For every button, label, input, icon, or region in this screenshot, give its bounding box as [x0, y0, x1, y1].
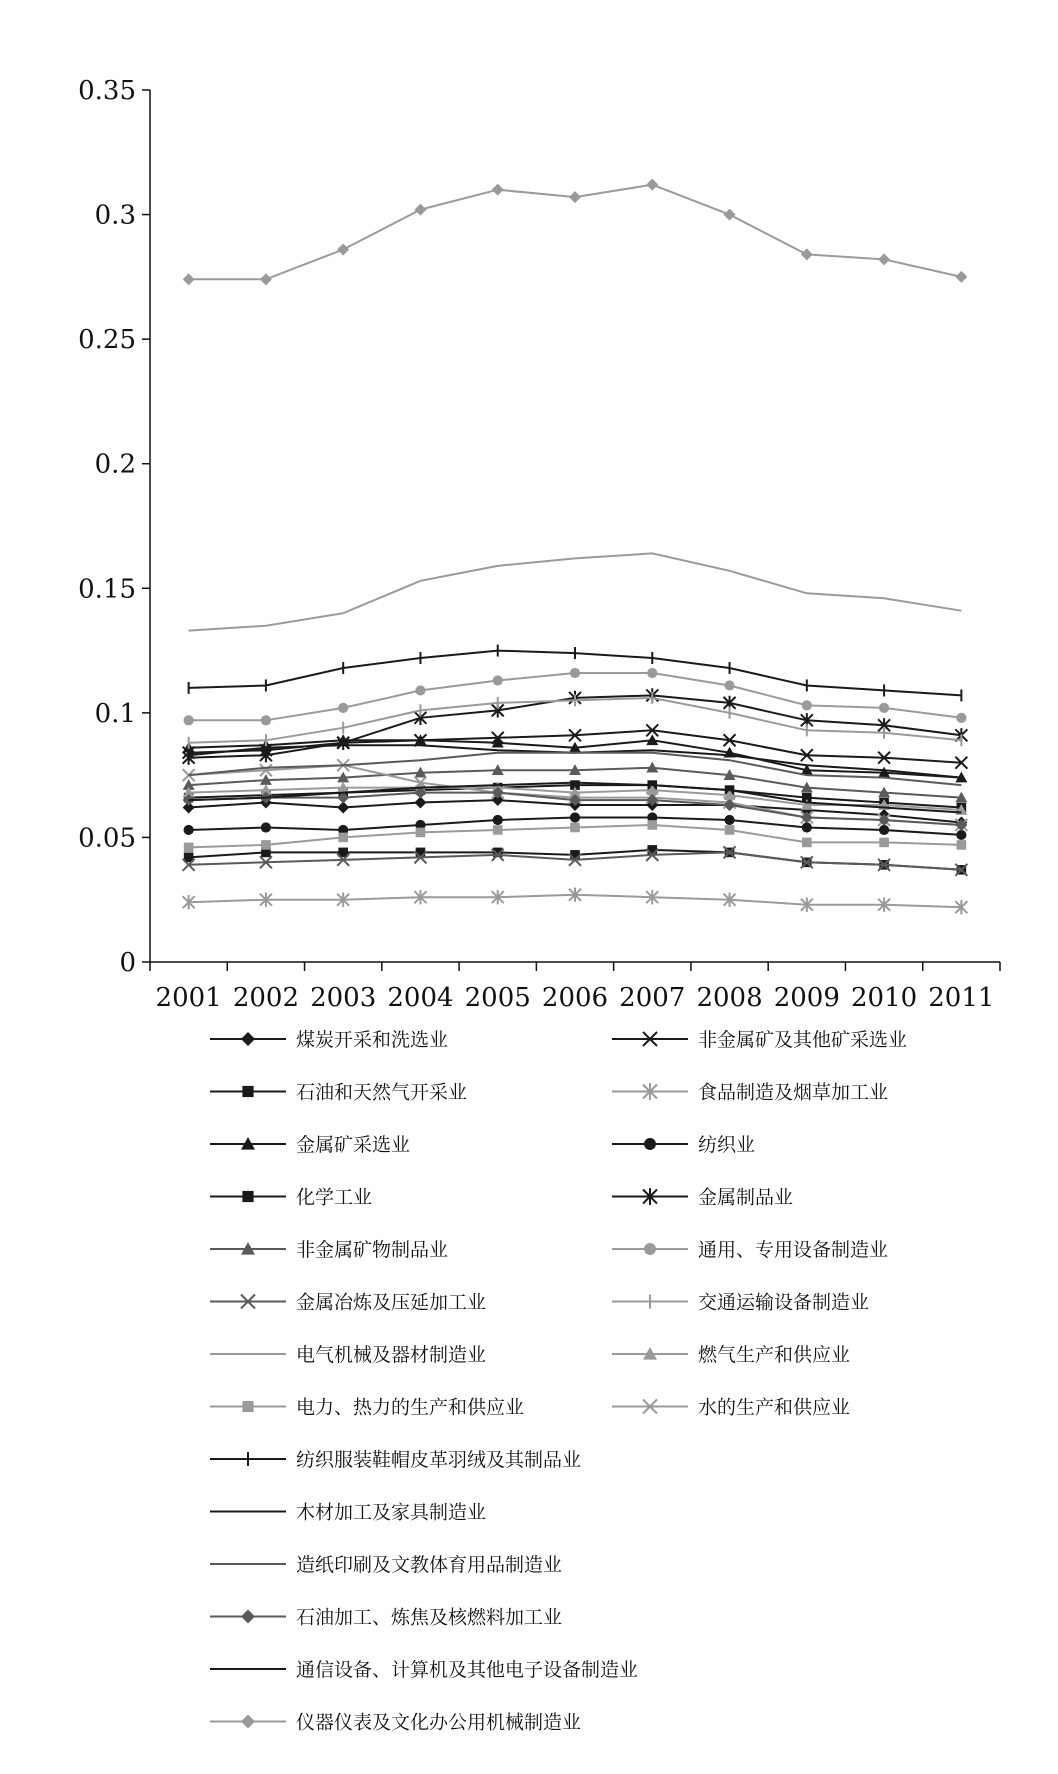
x-tick-label: 2010 [851, 983, 918, 1013]
x-tick-label: 2011 [928, 983, 995, 1013]
legend-item [612, 1187, 793, 1209]
data-point [414, 204, 426, 216]
series-14 [184, 820, 966, 852]
legend-item [210, 1344, 486, 1366]
legend-label: 食品制造及烟草加工业 [698, 1081, 889, 1104]
legend-marker [644, 1138, 656, 1150]
data-point [956, 830, 966, 840]
y-tick-label: 0.35 [78, 76, 136, 106]
x-tick-label: 2002 [232, 983, 299, 1013]
legend-item [612, 1344, 850, 1366]
legend-label: 水的生产和供应业 [698, 1396, 851, 1419]
legend-label: 非金属矿及其他矿采选业 [698, 1029, 908, 1051]
legend-label: 纺织业 [698, 1134, 756, 1156]
x-tick-label: 2003 [310, 983, 377, 1013]
x-tick-label: 2001 [155, 983, 222, 1013]
legend-item [210, 1607, 562, 1629]
data-point [570, 823, 580, 833]
data-point [569, 191, 581, 203]
data-point [647, 820, 657, 830]
legend-item [210, 1449, 581, 1471]
series-lines [183, 179, 968, 915]
data-point [724, 799, 736, 811]
legend-item [210, 1292, 486, 1314]
data-point [184, 825, 194, 835]
data-point [570, 812, 580, 822]
legend-label: 金属制品业 [698, 1186, 794, 1209]
data-point [646, 179, 658, 191]
legend-marker [241, 1032, 255, 1046]
legend-label: 仪器仪表及文化办公用机械制造业 [296, 1711, 582, 1734]
legend-label: 金属矿采选业 [296, 1134, 411, 1156]
legend-label: 通信设备、计算机及其他电子设备制造业 [296, 1659, 639, 1681]
data-point [261, 715, 271, 725]
legend-label: 造纸印刷及文教体育用品制造业 [296, 1554, 563, 1576]
data-point [879, 703, 889, 713]
legend-marker [241, 1715, 255, 1729]
y-tick-label: 0.3 [94, 200, 136, 231]
data-point [493, 825, 503, 835]
legend-item [210, 1239, 448, 1261]
legend-item [210, 1554, 562, 1576]
y-tick-label: 0.2 [94, 449, 136, 480]
x-tick-label: 2009 [773, 983, 840, 1013]
legend-item [612, 1239, 888, 1261]
x-tick-label: 2006 [541, 983, 609, 1013]
legend-marker [242, 1191, 253, 1202]
legend-item [612, 1134, 755, 1156]
data-point [416, 828, 426, 838]
legend-item [612, 1292, 869, 1314]
x-tick-label: 2004 [387, 983, 454, 1013]
data-point [647, 845, 657, 855]
legend [210, 1029, 907, 1734]
legend-label: 电力、热力的生产和供应业 [296, 1396, 525, 1419]
data-point [801, 248, 813, 260]
data-point [416, 848, 426, 858]
data-point [260, 273, 272, 285]
data-point [493, 815, 503, 825]
series-line [189, 553, 962, 630]
legend-item [210, 1397, 524, 1419]
legend-label: 交通运输设备制造业 [698, 1291, 870, 1314]
data-point [415, 685, 425, 695]
data-point [570, 668, 580, 678]
legend-label: 燃气生产和供应业 [698, 1344, 851, 1366]
data-point [802, 700, 812, 710]
legend-label: 木材加工及家具制造业 [296, 1501, 487, 1524]
data-point [493, 675, 503, 685]
legend-label: 纺织服装鞋帽皮革羽绒及其制品业 [296, 1449, 582, 1471]
data-point [955, 271, 967, 283]
data-point [184, 715, 194, 725]
data-point [338, 833, 348, 843]
data-point [956, 713, 966, 723]
data-point [184, 843, 194, 853]
legend-item [210, 1029, 448, 1051]
data-point [724, 815, 734, 825]
data-point [879, 825, 889, 835]
data-point [337, 243, 349, 255]
legend-item [612, 1397, 850, 1419]
data-point [878, 253, 890, 265]
legend-label: 石油和天然气开采业 [296, 1081, 468, 1104]
data-point [724, 680, 734, 690]
y-tick-label: 0.1 [94, 698, 136, 729]
y-tick-label: 0 [119, 948, 136, 978]
legend-marker [242, 1086, 253, 1097]
data-point [338, 703, 348, 713]
data-point [957, 840, 967, 850]
series-11 [189, 692, 962, 749]
data-point [724, 209, 736, 221]
legend-item [210, 1659, 638, 1681]
x-tick-label: 2007 [619, 983, 686, 1013]
data-point [879, 838, 889, 848]
legend-marker [644, 1243, 656, 1255]
legend-label: 非金属矿物制品业 [296, 1239, 449, 1261]
legend-label: 煤炭开采和洗选业 [296, 1029, 449, 1051]
data-point [647, 668, 657, 678]
axes [78, 76, 1000, 1013]
legend-item [210, 1712, 581, 1734]
data-point [725, 825, 735, 835]
legend-label: 化学工业 [296, 1186, 373, 1209]
data-point [570, 850, 580, 860]
legend-marker [241, 1610, 255, 1624]
legend-item [210, 1134, 410, 1156]
data-point [802, 822, 812, 832]
legend-item [612, 1082, 888, 1104]
legend-item [612, 1029, 907, 1051]
legend-item [210, 1502, 486, 1524]
x-tick-label: 2008 [696, 983, 763, 1013]
legend-label: 电气机械及器材制造业 [296, 1344, 487, 1366]
legend-label: 石油加工、炼焦及核燃料加工业 [296, 1606, 563, 1629]
series-3 [183, 888, 968, 915]
y-tick-label: 0.15 [78, 574, 136, 605]
data-point [261, 840, 271, 850]
legend-label: 金属冶炼及压延加工业 [296, 1291, 487, 1314]
data-point [492, 184, 504, 196]
series-21 [183, 179, 968, 286]
series-4 [183, 734, 968, 782]
data-point [802, 838, 812, 848]
legend-marker [242, 1401, 253, 1412]
legend-item [210, 1082, 467, 1104]
y-tick-label: 0.05 [78, 823, 136, 854]
x-tick-label: 2005 [464, 983, 531, 1013]
series-12 [189, 553, 962, 630]
y-tick-label: 0.25 [78, 325, 136, 356]
legend-label: 通用、专用设备制造业 [698, 1239, 889, 1261]
legend-item [210, 1187, 372, 1209]
data-point [261, 822, 271, 832]
data-point [183, 273, 195, 285]
